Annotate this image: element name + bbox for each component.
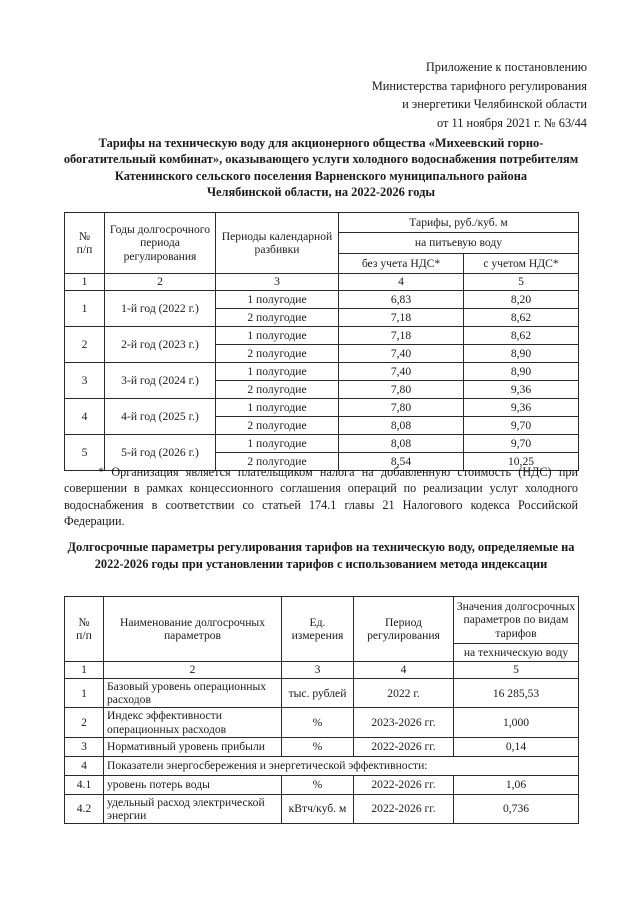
header-cell-periods: Периоды календарной разбивки — [216, 213, 339, 274]
cell-with-vat: 8,62 — [464, 327, 579, 345]
cell-unit: % — [282, 775, 354, 794]
cell-row-number: 4.1 — [65, 775, 104, 794]
cell-period: 2 полугодие — [216, 381, 339, 399]
cell-parameter-name: уровень потерь воды — [104, 775, 282, 794]
cell-period: 1 полугодие — [216, 363, 339, 381]
footnote-line-3: холодного водоснабжения в соответствии со статьей 174.1 главы 21 Налогового кодекса — [64, 481, 578, 512]
table-row — [65, 327, 579, 345]
cell-row-number: 1 — [65, 679, 104, 708]
table-header-row — [65, 597, 579, 644]
title-one-line-3: потребителям Катенинского сельского поселения Варненского муниципального — [114, 152, 579, 183]
cell-year: 2-й год (2023 г.) — [105, 327, 216, 363]
cell-year: 3-й год (2024 г.) — [105, 363, 216, 399]
table-row — [65, 756, 579, 775]
header-cell-years: Годы долгосрочного периода регулирования — [105, 213, 216, 274]
cell-with-vat: 8,90 — [464, 345, 579, 363]
cell-with-vat: 9,36 — [464, 399, 579, 417]
header-cell-parameter-name: Наименование долгосрочных параметров — [104, 597, 282, 662]
table-row — [65, 679, 579, 708]
cell-unit: тыс. рублей — [282, 679, 354, 708]
header-cell-values-group: Значения долгосрочных параметров по видам тарифов — [454, 597, 579, 644]
table-column-number-row — [65, 274, 579, 291]
cell-parameter-name: Показатели энергосбережения и энергетической эффективности: — [104, 756, 579, 775]
cell-period: 2 полугодие — [216, 453, 339, 471]
cell-period: 2022 г. — [354, 679, 454, 708]
colnum-2: 2 — [105, 274, 216, 291]
cell-row-number: 3 — [65, 363, 105, 399]
colnum-5: 5 — [464, 274, 579, 291]
cell-row-number: 4.2 — [65, 794, 104, 823]
colnum-4: 4 — [354, 662, 454, 679]
cell-period: 2 полугодие — [216, 309, 339, 327]
cell-without-vat: 8,08 — [339, 417, 464, 435]
cell-without-vat: 8,08 — [339, 435, 464, 453]
cell-year: 1-й год (2022 г.) — [105, 291, 216, 327]
colnum-4: 4 — [339, 274, 464, 291]
header-cell-with-vat: с учетом НДС* — [464, 253, 579, 273]
table-row — [65, 291, 579, 309]
cell-without-vat: 7,80 — [339, 399, 464, 417]
title-two-line-1: Долгосрочные параметры регулирования тарифов на техническую воду, — [67, 540, 475, 554]
table-row — [65, 435, 579, 453]
cell-without-vat: 7,80 — [339, 381, 464, 399]
cell-parameter-name: Базовый уровень операционных расходов — [104, 679, 282, 708]
header-line-1: Приложение к постановлению — [425, 60, 587, 74]
cell-value: 0,14 — [454, 737, 579, 756]
table-column-number-row — [65, 662, 579, 679]
long-term-parameters-table — [64, 596, 579, 824]
title-one-line-1: Тарифы на техническую воду для акционерного общества «Михеевский горно- — [98, 136, 544, 150]
table-row — [65, 775, 579, 794]
header-cell-tariffs-group: Тарифы, руб./куб. м — [339, 213, 579, 233]
params-table-body — [65, 679, 579, 824]
cell-without-vat: 7,40 — [339, 363, 464, 381]
header-cell-unit: Ед. измерения — [282, 597, 354, 662]
cell-value: 1,000 — [454, 708, 579, 737]
cell-with-vat: 8,20 — [464, 291, 579, 309]
cell-row-number: 4 — [65, 399, 105, 435]
cell-unit: кВтч/куб. м — [282, 794, 354, 823]
cell-period: 1 полугодие — [216, 399, 339, 417]
colnum-3: 3 — [282, 662, 354, 679]
header-line-3: и энергетики Челябинской области — [402, 97, 587, 111]
footnote-line-1: * Организация является плательщиком налога на добавленную стоимость (НДС) — [98, 465, 552, 479]
cell-row-number: 3 — [65, 737, 104, 756]
cell-with-vat: 9,70 — [464, 417, 579, 435]
cell-without-vat: 7,18 — [339, 327, 464, 345]
table-row — [65, 794, 579, 823]
cell-without-vat: 8,54 — [339, 453, 464, 471]
header-cell-period: Период регулирования — [354, 597, 454, 662]
cell-row-number: 2 — [65, 708, 104, 737]
table-header-row — [65, 213, 579, 233]
footnote-line-4: Российской Федерации. — [64, 497, 579, 529]
cell-parameter-name: Индекс эффективности операционных расходов — [104, 708, 282, 737]
colnum-3: 3 — [216, 274, 339, 291]
cell-value: 1,06 — [454, 775, 579, 794]
cell-with-vat: 8,90 — [464, 363, 579, 381]
cell-period: 2 полугодие — [216, 345, 339, 363]
table-row — [65, 737, 579, 756]
cell-row-number: 2 — [65, 327, 105, 363]
cell-without-vat: 7,18 — [339, 309, 464, 327]
header-cell-without-vat: без учета НДС* — [339, 253, 464, 273]
header-line-4: от 11 ноября 2021 г. № 63/44 — [436, 115, 587, 130]
header-number-line1: № — [78, 229, 91, 243]
header-cell-technical-water: на техническую воду — [454, 644, 579, 662]
cell-row-number: 1 — [65, 291, 105, 327]
tariff-table — [64, 212, 579, 471]
cell-row-number: 5 — [65, 435, 105, 471]
table-row — [65, 708, 579, 737]
cell-with-vat: 9,70 — [464, 435, 579, 453]
params-table-title — [62, 539, 580, 572]
title-one-line-2: обогатительный комбинат», оказывающего услуги холодного водоснабжения — [63, 152, 497, 167]
cell-period: 2 полугодие — [216, 417, 339, 435]
title-one-line-4: района — [487, 168, 528, 183]
table-row — [65, 363, 579, 381]
cell-row-number: 4 — [65, 756, 104, 775]
cell-with-vat: 10,25 — [464, 453, 579, 471]
colnum-5: 5 — [454, 662, 579, 679]
cell-unit: % — [282, 708, 354, 737]
header-number-line1: № — [78, 615, 90, 629]
header-line-2: Министерства тарифного регулирования — [371, 78, 587, 93]
cell-period: 2022-2026 гг. — [354, 737, 454, 756]
cell-period: 2022-2026 гг. — [354, 794, 454, 823]
appendix-reference-header — [0, 58, 587, 132]
cell-period: 2023-2026 гг. — [354, 708, 454, 737]
cell-parameter-name: удельный расход электрической энергии — [104, 794, 282, 823]
header-number-line2: п/п — [76, 629, 92, 642]
title-one-line-5: Челябинской области, на 2022-2026 годы — [206, 184, 436, 199]
cell-value: 16 285,53 — [454, 679, 579, 708]
cell-period: 1 полугодие — [216, 435, 339, 453]
title-two-line-3: метода индексации — [439, 556, 548, 571]
cell-year: 5-й год (2026 г.) — [105, 435, 216, 471]
title-two-line-2: определяемые на 2022-2026 годы при установлении тарифов с использованием — [94, 540, 575, 571]
cell-value: 0,736 — [454, 794, 579, 823]
cell-with-vat: 8,62 — [464, 309, 579, 327]
colnum-2: 2 — [104, 662, 282, 679]
footnote-line-2: при совершении в рамках концессионного соглашения операций по реализации услуг — [64, 465, 579, 496]
cell-with-vat: 9,36 — [464, 381, 579, 399]
header-cell-number — [65, 213, 105, 274]
cell-period: 2022-2026 гг. — [354, 775, 454, 794]
colnum-1: 1 — [65, 662, 104, 679]
colnum-1: 1 — [65, 274, 105, 291]
cell-period: 1 полугодие — [216, 327, 339, 345]
cell-without-vat: 6,83 — [339, 291, 464, 309]
header-number-line2: п/п — [76, 243, 93, 256]
cell-parameter-name: Нормативный уровень прибыли — [104, 737, 282, 756]
cell-without-vat: 7,40 — [339, 345, 464, 363]
cell-unit: % — [282, 737, 354, 756]
header-cell-drinking-water: на питьевую воду — [339, 233, 579, 253]
tariff-table-body — [65, 291, 579, 471]
vat-footnote — [64, 464, 578, 530]
tariff-table-title — [62, 135, 580, 200]
cell-year: 4-й год (2025 г.) — [105, 399, 216, 435]
table-row — [65, 399, 579, 417]
header-cell-number — [65, 597, 104, 662]
cell-period: 1 полугодие — [216, 291, 339, 309]
